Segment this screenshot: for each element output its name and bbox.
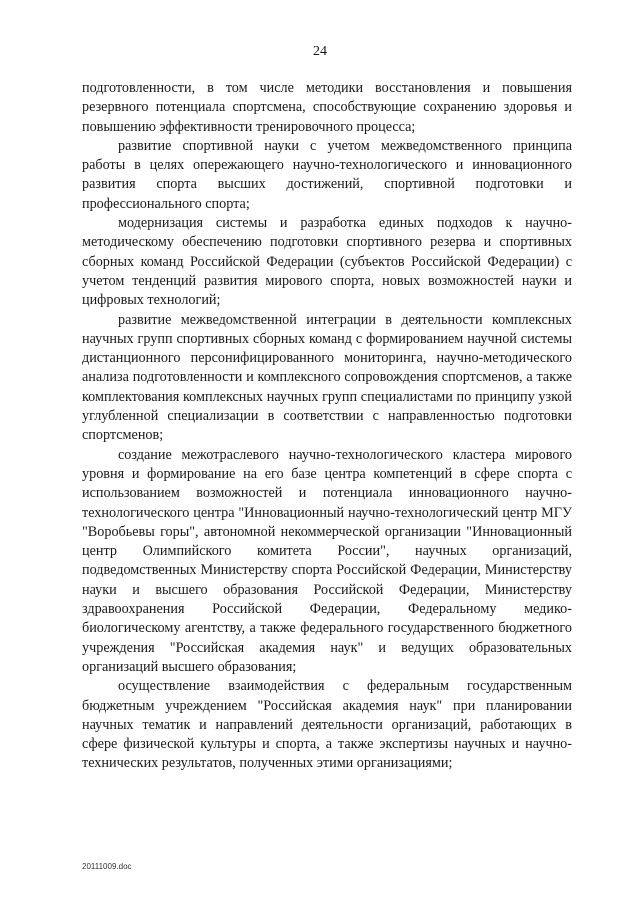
paragraph-continuation: подготовленности, в том числе методики восстановления и повышения резервного потенциала спортсмена, способствующие сохранению здоровья и повышению эффективности тренировочного процесса;	[82, 80, 572, 135]
document-filename: 20111009.doc	[82, 862, 132, 871]
document-body	[82, 79, 572, 774]
paragraph-cooperation: осуществление взаимодействия с федеральным государственным бюджетным учреждением "Российская академия наук" при планировании научных тематик и направлений деятельности организаций, работающих в сфере физической культуры и спорта, а также экспертизы научных и научно-технических результатов, полученных этими организациями;	[82, 678, 572, 772]
paragraph-sport-science: развитие спортивной науки с учетом межведомственного принципа работы в целях опережающего научно-технологического и инновационного развития спорта высших достижений, спортивной подготовки и профессионального спорта;	[82, 137, 572, 212]
paragraph-modernization: модернизация системы и разработка единых подходов к научно-методическому обеспечению подготовки спортивного резерва и спортивных сборных команд Российской Федерации (субъектов Российской Федерации) с учетом тенденций развития мирового спорта, новых возможностей науки и цифровых технологий;	[82, 215, 572, 309]
paragraph-cluster: создание межотраслевого научно-технологического кластера мирового уровня и формирование на его базе центра компетенций в сфере спорта с использованием возможностей и потенциала инновационного научно-технологического центра "Инновационный научно-технологический центр МГУ "Воробьевы горы", автономной некоммерческой организации "Инновационный центр Олимпийского комитета России", научных организаций, подведомственных Министерству спорта Российской Федерации, Министерству науки и высшего образования Российской Федерации, Министерству здравоохранения Российской Федерации, Федеральному медико-биологическому агентству, а также федерального государственного бюджетного учреждения "Российская академия наук" и ведущих образовательных организаций высшего образования;	[82, 446, 572, 675]
paragraph-integration: развитие межведомственной интеграции в деятельности комплексных научных групп спортивных сборных команд с формированием научной системы дистанционного персонифицированного мониторинга, научно-методического анализа подготовленности и комплексного сопровождения спортсменов, а также комплектования комплексных научных групп специалистами по принципу узкой углубленной специализации в соответствии с направленностью подготовки спортсменов;	[82, 311, 572, 444]
page-number: 24	[313, 44, 327, 59]
